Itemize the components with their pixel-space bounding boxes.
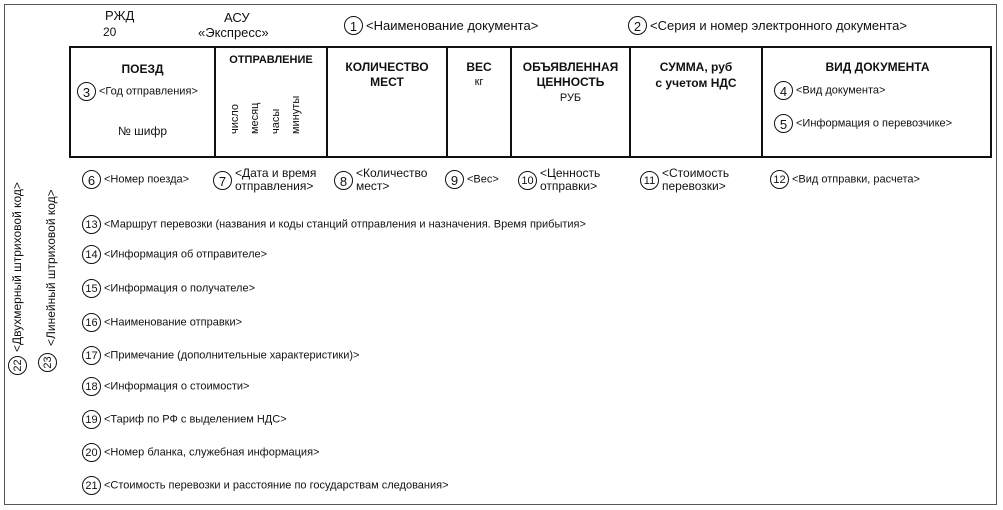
col-departure-title: ОТПРАВЛЕНИЕ xyxy=(229,54,313,66)
list-item xyxy=(82,346,359,365)
marker-2: 2 xyxy=(628,16,647,35)
col-weight-title: ВЕС xyxy=(466,60,492,74)
doc-kind-label: <Вид документа> xyxy=(796,84,886,97)
marker-18: 18 xyxy=(82,377,101,396)
list-item xyxy=(82,245,267,264)
sender-label: <Информация об отправителе> xyxy=(104,248,268,261)
weight-label: <Вес> xyxy=(467,173,499,186)
departure-datetime-label xyxy=(235,167,316,193)
list-item xyxy=(82,377,249,396)
marker-22-wrap xyxy=(8,356,30,375)
marker-20: 20 xyxy=(82,443,101,462)
barcode-1d-label: <Линейный штриховой код> xyxy=(44,189,58,346)
field-doc-name xyxy=(344,16,538,35)
line: перевозки> xyxy=(662,179,726,193)
marker-19: 19 xyxy=(82,410,101,429)
marker-23-wrap xyxy=(38,353,60,372)
marker-8: 8 xyxy=(334,171,353,190)
list-item xyxy=(82,410,287,429)
form-number-label: <Номер бланка, служебная информация> xyxy=(104,446,320,459)
value-label xyxy=(540,167,600,193)
departure-day: число xyxy=(229,103,241,134)
asu-label: АСУ xyxy=(224,10,250,25)
note-label: <Примечание (дополнительные характеристики)> xyxy=(104,349,360,362)
quantity-label xyxy=(356,167,427,193)
line: отправления> xyxy=(235,179,314,193)
field-quantity xyxy=(334,167,427,193)
line: <Стоимость xyxy=(662,166,730,180)
marker-3: 3 xyxy=(77,82,96,101)
marker-4: 4 xyxy=(774,81,793,100)
marker-6: 6 xyxy=(82,170,101,189)
field-train-number xyxy=(82,170,189,189)
marker-5: 5 xyxy=(774,114,793,133)
rzd-number: 20 xyxy=(103,25,117,39)
marker-23: 23 xyxy=(38,353,57,372)
cost-info-label: <Информация о стоимости> xyxy=(104,380,250,393)
col-value-title2: ЦЕННОСТЬ xyxy=(536,75,605,89)
line: мест> xyxy=(356,179,390,193)
col-quantity-title1: КОЛИЧЕСТВО xyxy=(345,60,429,74)
shipment-kind-label: <Вид отправки, расчета> xyxy=(792,173,920,186)
list-item xyxy=(82,215,586,234)
field-carrier xyxy=(774,114,952,133)
marker-11: 11 xyxy=(640,171,659,190)
cost-label xyxy=(662,167,729,193)
marker-13: 13 xyxy=(82,215,101,234)
header-table xyxy=(69,46,992,158)
list-item xyxy=(82,443,319,462)
field-cost xyxy=(640,167,729,193)
col-sum-title2: с учетом НДС xyxy=(655,76,737,90)
marker-21: 21 xyxy=(82,476,101,495)
marker-10: 10 xyxy=(518,171,537,190)
col-doctype-title: ВИД ДОКУМЕНТА xyxy=(825,60,930,74)
departure-month: месяц xyxy=(249,102,261,134)
marker-16: 16 xyxy=(82,313,101,332)
field-departure-datetime xyxy=(213,167,316,193)
marker-9: 9 xyxy=(445,170,464,189)
list-item xyxy=(82,476,449,495)
year-label: <Год отправления> xyxy=(99,85,198,98)
col-value-unit: РУБ xyxy=(559,92,582,104)
list-item xyxy=(82,279,255,298)
line: отправки> xyxy=(540,179,598,193)
line: <Дата и время xyxy=(235,166,317,180)
departure-minutes: минуты xyxy=(290,95,302,134)
express-label: «Экспресс» xyxy=(198,25,269,40)
shipment-name-label: <Наименование отправки> xyxy=(104,316,243,329)
departure-hours: часы xyxy=(270,108,282,134)
distance-label: <Стоимость перевозки и расстояние по государствам следования> xyxy=(104,479,449,492)
field-weight xyxy=(445,170,499,189)
marker-22: 22 xyxy=(8,356,27,375)
field-shipment-kind xyxy=(770,170,920,189)
col-value-title1: ОБЪЯВЛЕННАЯ xyxy=(522,60,619,74)
marker-14: 14 xyxy=(82,245,101,264)
marker-12: 12 xyxy=(770,170,789,189)
receiver-label: <Информация о получателе> xyxy=(104,282,255,295)
rzd-label: РЖД xyxy=(105,8,135,23)
field-year xyxy=(77,82,198,101)
marker-1: 1 xyxy=(344,16,363,35)
col-weight-unit: кг xyxy=(474,76,484,88)
marker-7: 7 xyxy=(213,171,232,190)
cipher-label: № шифр xyxy=(117,124,168,138)
route-label: <Маршрут перевозки (названия и коды станций отправления и назначения. Время прибытия> xyxy=(104,218,586,231)
marker-17: 17 xyxy=(82,346,101,365)
marker-15: 15 xyxy=(82,279,101,298)
line: <Ценность xyxy=(540,166,601,180)
col-train-title: ПОЕЗД xyxy=(121,62,164,76)
list-item xyxy=(82,313,242,332)
doc-series-label: <Серия и номер электронного документа> xyxy=(650,18,907,33)
field-doc-kind xyxy=(774,81,885,100)
field-value xyxy=(518,167,600,193)
doc-name-label: <Наименование документа> xyxy=(366,18,539,33)
line: <Количество xyxy=(356,166,428,180)
tariff-label: <Тариф по РФ с выделением НДС> xyxy=(104,413,287,426)
col-quantity-title2: МЕСТ xyxy=(370,75,404,89)
field-doc-series xyxy=(628,16,907,35)
barcode-2d-label: <Двухмерный штриховой код> xyxy=(10,182,24,352)
carrier-label: <Информация о перевозчике> xyxy=(796,117,953,130)
col-sum-title1: СУММА, руб xyxy=(659,60,733,74)
train-number-label: <Номер поезда> xyxy=(104,173,190,186)
